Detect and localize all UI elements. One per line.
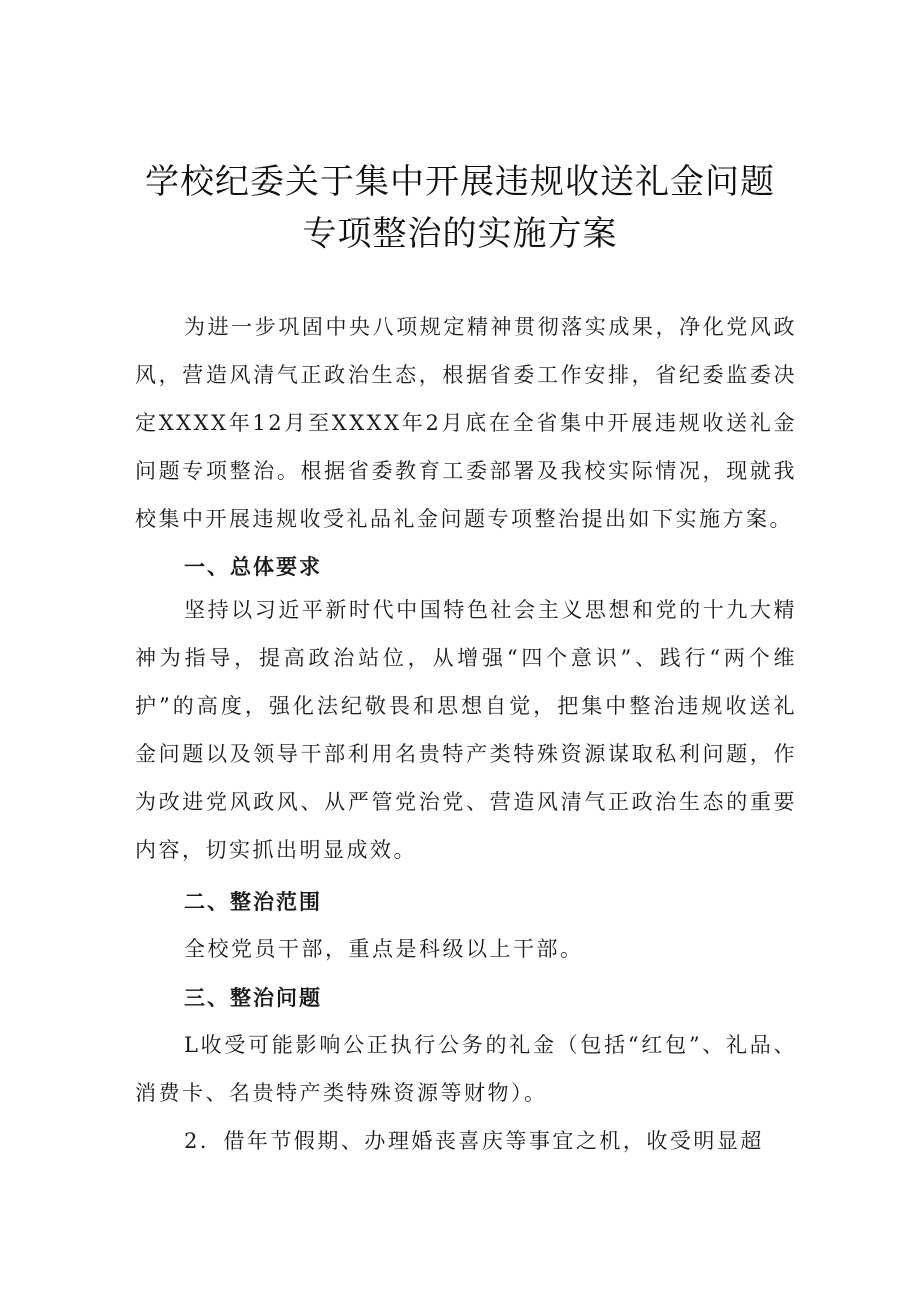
issue-item-2: 2．借年节假期、办理婚丧喜庆等事宜之机，收受明显超 bbox=[184, 1129, 764, 1153]
general-requirements-paragraph: 坚持以习近平新时代中国特色社会主义思想和党的十九大精神为指导，提高政治站位，从增强“四个意识”、践行“两个维护”的高度，强化法纪敬畏和思想自觉，把集中整治违规收送礼金问题以及领导干部利用名贵特产类特殊资源谋取私利问题，作为改进党风政风、从严管党治党、营造风清气正政治生态的重要内容，切实抓出明显成效。 bbox=[135, 598, 797, 862]
issue-item-1: L收受可能影响公正执行公务的礼金（包括“红包”、礼品、消费卡、名贵特产类特殊资源等财物）。 bbox=[135, 1033, 797, 1105]
section-heading-issues: 三、整治问题 bbox=[184, 986, 322, 1010]
scope-paragraph: 全校党员干部，重点是科级以上干部。 bbox=[184, 937, 584, 961]
section-heading-scope: 二、整治范围 bbox=[184, 890, 322, 914]
document-title-line-2: 专项整治的实施方案 bbox=[302, 214, 618, 254]
intro-paragraph: 为进一步巩固中央八项规定精神贯彻落实成果，净化党风政风，营造风清气正政治生态，根据省委工作安排，省纪委监委决定XXXX年12月至XXXX年2月底在全省集中开展违规收送礼金问题专项整治。根据省委教育工委部署及我校实际情况，现就我校集中开展违规收受礼品礼金问题专项整治提出如下实施方案。 bbox=[135, 315, 797, 531]
section-heading-general-requirements: 一、总体要求 bbox=[184, 555, 322, 579]
document-title-line-1: 学校纪委关于集中开展违规收送礼金问题 bbox=[145, 162, 775, 202]
